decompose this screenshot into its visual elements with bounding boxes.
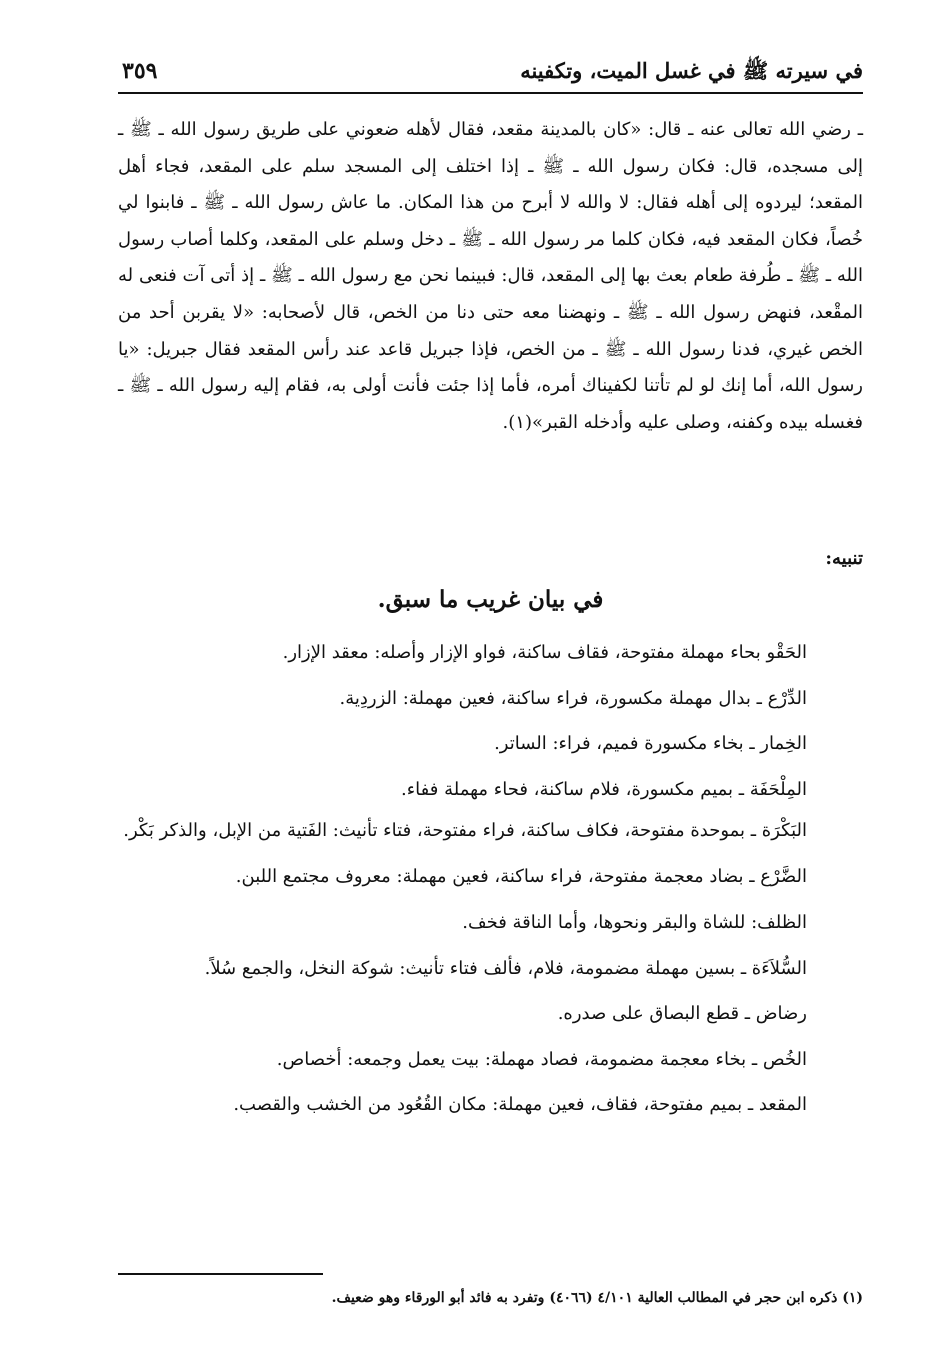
tanbih-label: تنبيه: <box>825 548 863 569</box>
glossary-entry: رضاض ـ قطع البصاق على صدره. <box>557 1003 807 1025</box>
section-heading: في بيان غريب ما سبق. <box>377 586 604 613</box>
glossary-entry: الدِّرْع ـ بدال مهملة مكسورة، فراء ساكنة، فعين مهملة: الزردِية. <box>339 687 807 709</box>
book-page <box>118 0 863 1364</box>
glossary-entry: الخِمار ـ بخاء مكسورة فميم، فراء: الساتر. <box>494 733 807 755</box>
header-title: في سيرته ﷺ في غسل الميت، وتكفينه <box>520 58 863 83</box>
glossary-entry: الخُص ـ بخاء معجمة مضمومة، فصاد مهملة: بيت يعمل وجمعه: أخصاص. <box>276 1048 807 1070</box>
glossary-entry: السُّلاَءَة ـ بسين مهملة مضمومة، فلام، فألف فتاء تأنيث: شوكة النخل، والجمع سُلاً. <box>204 957 807 979</box>
glossary-list <box>118 630 863 1128</box>
glossary-entry: الضَّرْع ـ بضاد معجمة مفتوحة، فراء ساكنة، فعين مهملة: معروف مجتمع اللبن. <box>235 866 807 888</box>
hadith-paragraph <box>118 112 863 441</box>
glossary-entry: المِلْحَفَة ـ بميم مكسورة، فلام ساكنة، فحاء مهملة ففاء. <box>401 778 807 800</box>
glossary-entry: الحَقْو بحاء مهملة مفتوحة، فقاف ساكنة، فواو الإزار وأصله: معقد الإزار. <box>282 642 807 663</box>
footnote: (١) ذكره ابن حجر في المطالب العالية ٤/١٠١ (٤٠٦٦) وتفرد به فائد أبو الورقاء وهو ضعيف. <box>331 1290 863 1306</box>
glossary-entry: الظلف: للشاة والبقر ونحوها، وأما الناقة فخف. <box>462 911 807 933</box>
running-header <box>118 52 863 94</box>
glossary-entry: البَكْرَة ـ بموحدة مفتوحة، فكاف ساكنة، فراء مفتوحة، فتاء تأنيث: الفَتية من الإبل، والذكر بَكْر. <box>123 820 807 842</box>
page-number: ٣٥٩ <box>122 58 158 84</box>
glossary-entry: المقعد ـ بميم مفتوحة، فقاف، فعين مهملة: مكان القُعُود من الخشب والقصب. <box>233 1094 807 1116</box>
footnote-separator <box>118 1273 323 1275</box>
hadith-text: ـ رضي الله تعالى عنه ـ قال: «كان بالمدينة مقعد، فقال لأهله ضعوني على طريق رسول الله ـ ﷺ ـ إلى مسجده، قال: فكان رسول الله ـ ﷺ ـ إذا اختلف إلى المسجد سلم على المقعد، فجاء أهل المقعد؛ ليردوه إلى أهله فقال: لا والله لا أبرح من هذا المكان. ما عاش رسول الله ـ ﷺ ـ فابنوا لي خُصاً، فكان المقعد فيه، فكان كلما مر رسول الله ـ ﷺ ـ دخل وسلم على المقعد، وكلما أصاب رسول الله ـ ﷺ ـ طُرفة طعام بعث بها إلى المقعد، قال: فبينما نحن مع رسول الله ـ ﷺ ـ إذ أتى آت فنعى له المقْعد، فنهض رسول الله ـ ﷺ ـ ونهضنا معه حتى دنا من الخص، قال لأصحابه: «لا يقربن أحد من الخص غيري، فدنا رسول الله ـ ﷺ ـ من الخص، فإذا جبريل قاعد عند رأس المقعد فقال جبريل: «يا رسول الله، أما إنك لو لم تأتنا لكفيناك أمره، فأما إذا جئت فأنت أولى به، فقام إليه رسول الله ـ ﷺ ـ فغسله بيده وكفنه، وصلى عليه وأدخله القبر»(١). <box>118 119 863 433</box>
